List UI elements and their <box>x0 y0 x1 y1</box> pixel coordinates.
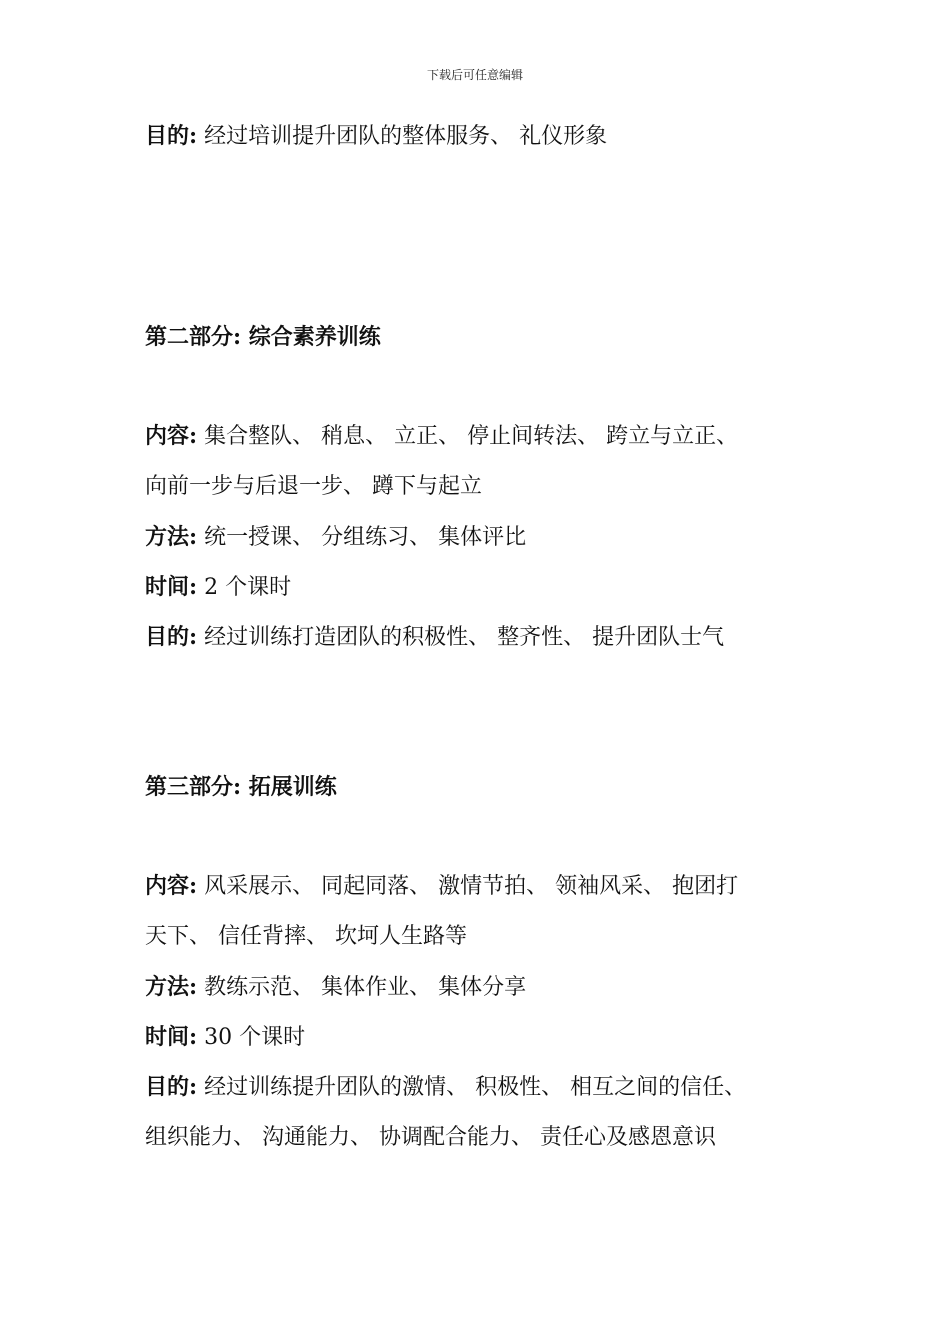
time-line-part2 <box>145 572 825 603</box>
content-text: 集合整队、 稍息、 立正、 停止间转法、 跨立与立正、 <box>197 424 739 449</box>
purpose-text: 经过训练打造团队的积极性、 整齐性、 提升团队士气 <box>197 625 725 650</box>
header-note: 下载后可任意编辑 <box>426 68 523 82</box>
purpose-text: 经过训练提升团队的激情、 积极性、 相互之间的信任、 <box>197 1075 747 1100</box>
time-line-part3 <box>145 1022 825 1053</box>
time-text: 2 个课时 <box>197 575 292 600</box>
method-label: 方法: <box>145 974 198 1000</box>
time-label: 时间: <box>145 1024 198 1050</box>
section-heading-part3: 第三部分: 拓展训练 <box>145 774 337 800</box>
purpose-label: 目的: <box>145 1074 198 1100</box>
method-text: 统一授课、 分组练习、 集体评比 <box>197 525 527 550</box>
time-text: 30 个课时 <box>197 1025 306 1050</box>
method-label: 方法: <box>145 524 198 550</box>
content-continuation-part3: 天下、 信任背摔、 坎坷人生路等 <box>145 924 467 949</box>
content-text: 风采展示、 同起同落、 激情节拍、 领袖风采、 抱团打 <box>197 874 739 899</box>
content-label: 内容: <box>145 423 198 449</box>
content-label: 内容: <box>145 873 198 899</box>
content-line-part2 <box>145 421 825 452</box>
purpose-line-part2 <box>145 622 825 653</box>
content-continuation-part2: 向前一步与后退一步、 蹲下与起立 <box>145 474 482 499</box>
purpose-line-1 <box>145 121 825 152</box>
content-line-part3 <box>145 871 825 902</box>
purpose-text: 经过培训提升团队的整体服务、 礼仪形象 <box>197 124 608 149</box>
time-label: 时间: <box>145 574 198 600</box>
section-heading-part2: 第二部分: 综合素养训练 <box>145 324 381 350</box>
method-text: 教练示范、 集体作业、 集体分享 <box>197 975 527 1000</box>
purpose-label: 目的: <box>145 624 198 650</box>
purpose-line-part3 <box>145 1072 825 1103</box>
method-line-part2 <box>145 522 825 553</box>
purpose-label: 目的: <box>145 123 198 149</box>
method-line-part3 <box>145 972 825 1003</box>
purpose-continuation-part3: 组织能力、 沟通能力、 协调配合能力、 责任心及感恩意识 <box>145 1125 716 1150</box>
